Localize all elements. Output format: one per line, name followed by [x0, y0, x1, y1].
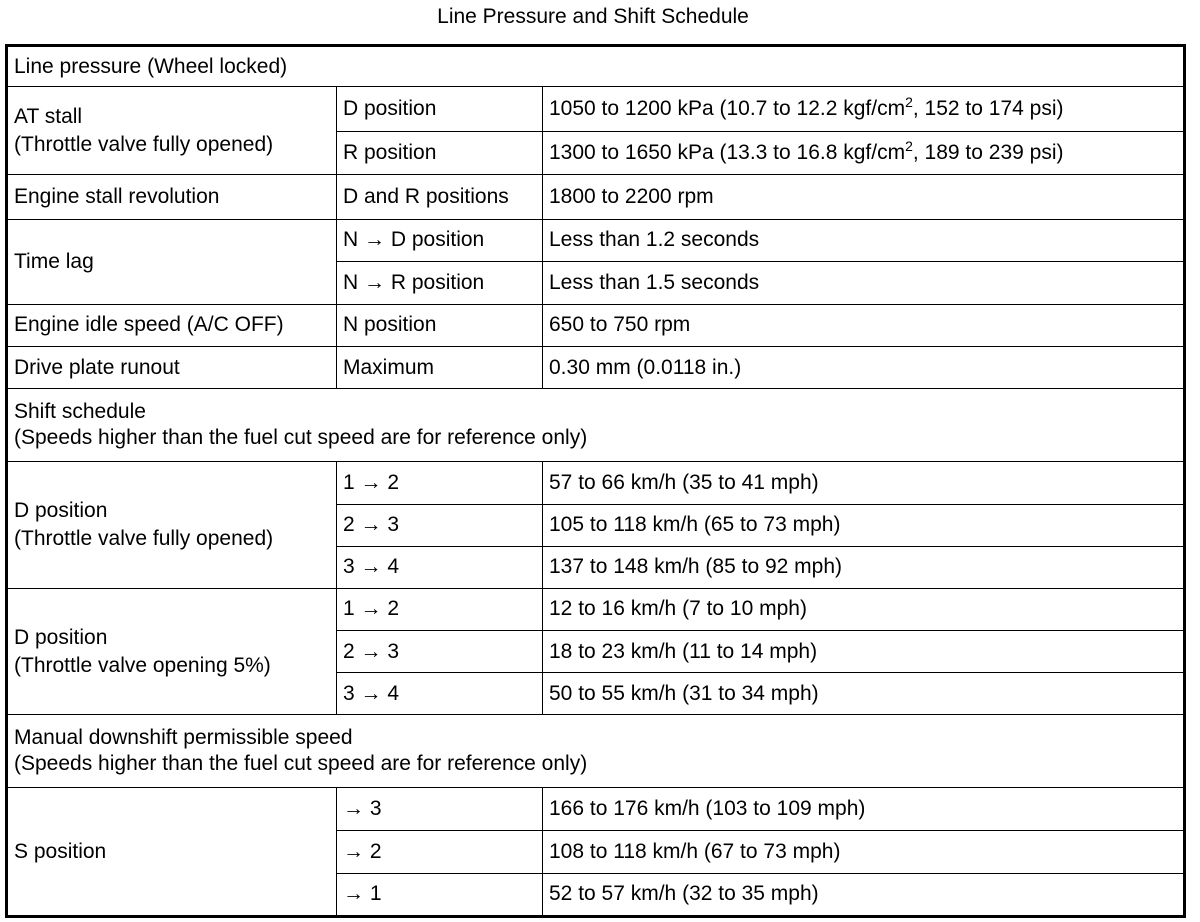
shift-cell: → 2: [337, 830, 543, 873]
shift-cell: 3 → 4: [337, 673, 543, 715]
section-note: (Speeds higher than the fuel cut speed are for reference only): [14, 426, 588, 450]
table-row: [7, 346, 1185, 388]
condition-cell: N → D position: [337, 219, 543, 261]
item-cell: Engine idle speed (A/C OFF): [7, 304, 337, 346]
item-cell: Engine stall revolution: [7, 175, 337, 219]
shift-cell: 1 → 2: [337, 462, 543, 504]
item-cell: S position: [7, 788, 337, 917]
spec-table: [5, 44, 1186, 918]
value-cell: 18 to 23 km/h (11 to 14 mph): [543, 630, 1185, 672]
section-header: [7, 715, 1185, 788]
value-cell: 1300 to 1650 kPa (13.3 to 16.8 kgf/$cm^2$, 189 to 239 psi): [543, 132, 1185, 175]
value-cell: Less than 1.5 seconds: [543, 261, 1185, 304]
condition-cell: Maximum: [337, 346, 543, 388]
table-row: [7, 788, 1185, 830]
value-cell: 137 to 148 km/h (85 to 92 mph): [543, 546, 1185, 588]
shift-cell: 3 → 4: [337, 546, 543, 588]
page-title: Line Pressure and Shift Schedule: [437, 5, 749, 28]
value-cell: 166 to 176 km/h (103 to 109 mph): [543, 788, 1185, 830]
value-cell: 50 to 55 km/h (31 to 34 mph): [543, 673, 1185, 715]
item-sublabel: (Throttle valve fully opened): [14, 527, 274, 551]
item-cell: Drive plate runout: [7, 346, 337, 388]
section-title: Shift schedule: [14, 400, 146, 424]
table-row: [7, 588, 1185, 630]
value-cell: Less than 1.2 seconds: [543, 219, 1185, 261]
item-sublabel: (Throttle valve fully opened): [14, 132, 274, 156]
shift-cell: → 3: [337, 788, 543, 830]
shift-cell: 1 → 2: [337, 588, 543, 630]
section-header-row: [7, 715, 1185, 788]
item-sublabel: (Throttle valve opening 5%): [14, 653, 271, 677]
section-header: Line pressure (Wheel locked): [7, 46, 1185, 87]
table-row: [7, 87, 1185, 132]
superscript: 2: [905, 138, 913, 155]
table-row: [7, 175, 1185, 219]
section-header-row: [7, 389, 1185, 462]
section-note: (Speeds higher than the fuel cut speed are for reference only): [14, 752, 588, 776]
superscript: 2: [905, 94, 913, 111]
shift-cell: 2 → 3: [337, 504, 543, 546]
section-title: Manual downshift permissible speed: [14, 726, 353, 750]
value-cell: 650 to 750 rpm: [543, 304, 1185, 346]
shift-cell: → 1: [337, 873, 543, 916]
item-cell: [7, 588, 337, 714]
table-row: [7, 462, 1185, 504]
condition-cell: D and R positions: [337, 175, 543, 219]
value-cell: 1050 to 1200 kPa (10.7 to 12.2 kgf/$cm^2$, 152 to 174 psi): [543, 87, 1185, 132]
condition-cell: N position: [337, 304, 543, 346]
item-label: D position: [14, 499, 108, 523]
section-header: [7, 389, 1185, 462]
shift-cell: 2 → 3: [337, 630, 543, 672]
item-cell: Time lag: [7, 219, 337, 304]
value-cell: 52 to 57 km/h (32 to 35 mph): [543, 873, 1185, 916]
value-cell: 12 to 16 km/h (7 to 10 mph): [543, 588, 1185, 630]
value-cell: 0.30 mm (0.0118 in.): [543, 346, 1185, 388]
table-row: [7, 219, 1185, 261]
item-cell: [7, 462, 337, 588]
item-label: D position: [14, 625, 108, 649]
item-label: AT stall: [14, 104, 83, 128]
item-cell: [7, 87, 337, 175]
section-header-row: [7, 46, 1185, 87]
value-cell: 108 to 118 km/h (67 to 73 mph): [543, 830, 1185, 873]
condition-cell: N → R position: [337, 261, 543, 304]
value-cell: 105 to 118 km/h (65 to 73 mph): [543, 504, 1185, 546]
value-cell: 1800 to 2200 rpm: [543, 175, 1185, 219]
condition-cell: D position: [337, 87, 543, 132]
table-row: [7, 304, 1185, 346]
condition-cell: R position: [337, 132, 543, 175]
value-cell: 57 to 66 km/h (35 to 41 mph): [543, 462, 1185, 504]
